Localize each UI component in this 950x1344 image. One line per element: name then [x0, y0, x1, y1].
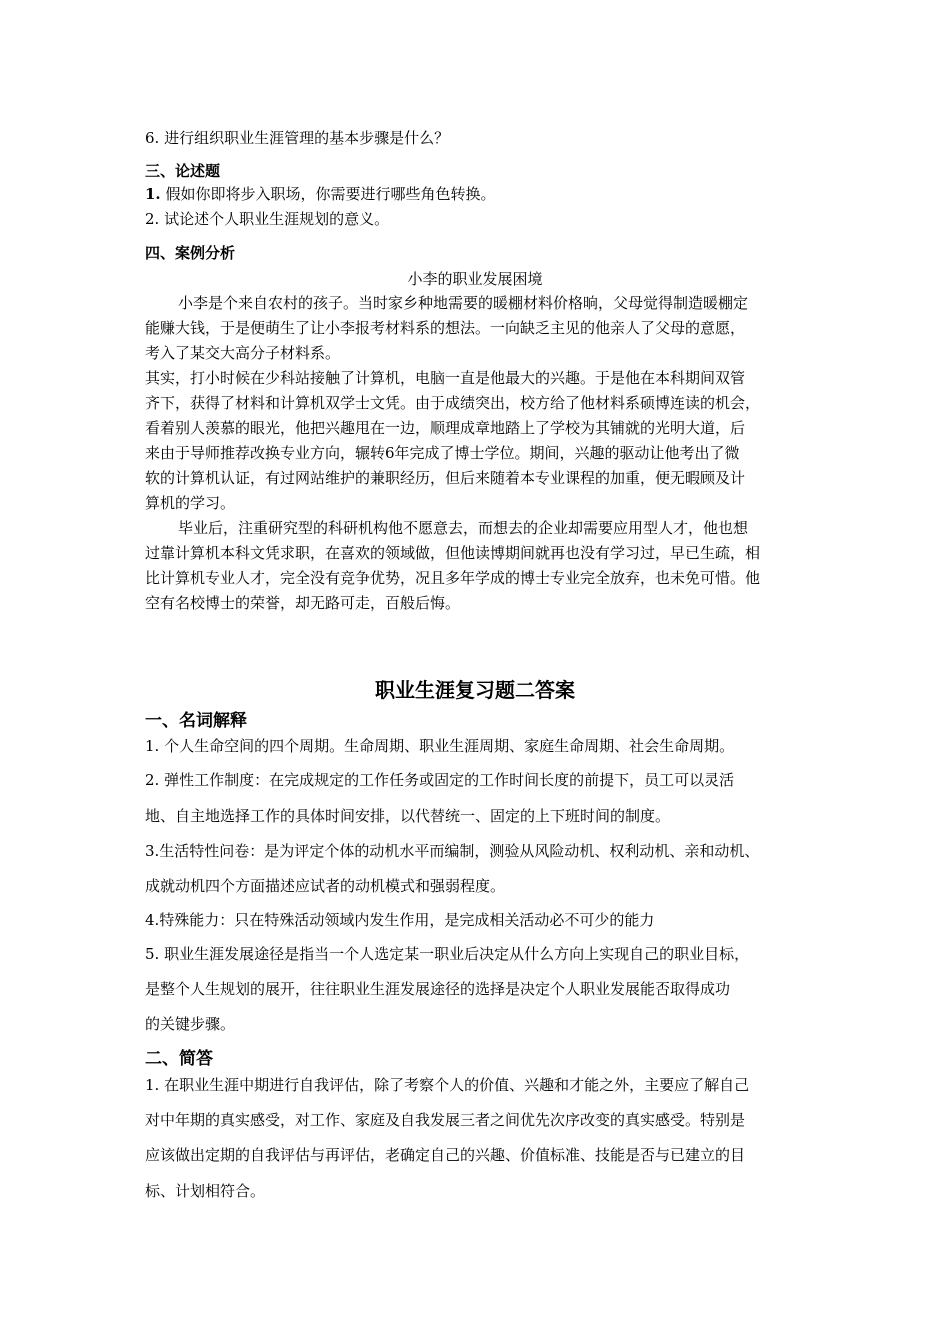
- answer-line: 3.生活特性问卷：是为评定个体的动机水平而编制，测验从风险动机、权利动机、亲和动机、: [145, 842, 760, 860]
- case-paragraph-line: 看着别人羡慕的眼光，他把兴趣甩在一边，顺理成章地踏上了学校为其铺就的光明大道，后: [145, 419, 746, 437]
- answer-line: 对中年期的真实感受，对工作、家庭及自我发展三者之间优先次序改变的真实感受。特别是: [145, 1111, 746, 1129]
- case-paragraph-line: 过靠计算机本科文凭求职，在喜欢的领域做，但他读博期间就再也没有学习过，早已生疏，相: [145, 544, 761, 562]
- answer-line: 是整个人生规划的展开，往往职业生涯发展途径的选择是决定个人职业发展能否取得成功: [145, 980, 731, 998]
- essay-question-1: [145, 184, 495, 204]
- answer-line: 4.特殊能力：只在特殊活动领域内发生作用，是完成相关活动必不可少的能力: [145, 911, 655, 929]
- section-3-heading: 三、论述题: [145, 162, 221, 180]
- section-4-heading: 四、案例分析: [145, 244, 236, 262]
- answer-line: 成就动机四个方面描述应试者的动机模式和强弱程度。: [145, 877, 506, 895]
- case-paragraph-line: 来由于导师推荐改换专业方向，辗转6年完成了博士学位。期间，兴趣的驱动让他考出了微: [145, 444, 740, 462]
- case-paragraph-line: 能赚大钱，于是便萌生了让小李报考材料系的想法。一向缺乏主见的他亲人了父母的意愿，: [145, 319, 746, 337]
- case-title: 小李的职业发展困境: [407, 270, 543, 288]
- case-paragraph-line: 考入了某交大高分子材料系。: [145, 344, 341, 362]
- answer-line: 地、自主地选择工作的具体时间安排，以代替统一、固定的上下班时间的制度。: [145, 807, 671, 825]
- case-paragraph-line: 毕业后，注重研究型的科研机构他不愿意去，而想去的企业却需要应用型人才，他也想: [178, 519, 749, 537]
- answer-line: 1. 个人生命空间的四个周期。生命周期、职业生涯周期、家庭生命周期、社会生命周期。: [145, 737, 735, 755]
- case-paragraph-line: 比计算机专业人才，完全没有竞争优势，况且多年学成的博士专业完全放弃，也未免可惜。他: [145, 569, 761, 587]
- answer-line: 2. 弹性工作制度：在完成规定的工作任务或固定的工作时间长度的前提下，员工可以灵活: [145, 771, 735, 789]
- case-paragraph-line: 软的计算机认证，有过网站维护的兼职经历，但后来随着本专业课程的加重，便无暇顾及计: [145, 469, 746, 487]
- answer-line: 5. 职业生涯发展途径是指当一个人选定某一职业后决定从什么方向上实现自己的职业目标，: [145, 945, 750, 963]
- case-paragraph-line: 算机的学习。: [145, 494, 236, 512]
- answer-line: 的关键步骤。: [145, 1015, 236, 1033]
- essay-1-number: 1.: [145, 185, 161, 203]
- answer-line: 1. 在职业生涯中期进行自我评估，除了考察个人的价值、兴趣和才能之外，主要应了解自己: [145, 1076, 750, 1094]
- answer-section-1-heading: 一、名词解释: [145, 711, 247, 731]
- case-paragraph-line: 其实，打小时候在少科站接触了计算机，电脑一直是他最大的兴趣。于是他在本科期间双管: [145, 369, 746, 387]
- case-paragraph-line: 空有名校博士的荣誉，却无路可走，百般后悔。: [145, 594, 461, 612]
- case-paragraph-line: 小李是个来自农村的孩子。当时家乡种地需要的暖棚材料价格晌，父母觉得制造暖棚定: [178, 294, 749, 312]
- answer-line: 标、计划相符合。: [145, 1182, 266, 1200]
- answer-title: 职业生涯复习题二答案: [375, 678, 575, 702]
- case-paragraph-line: 齐下，获得了材料和计算机双学士文凭。由于成绩突出，校方给了他材料系硕博连读的机会，: [145, 394, 761, 412]
- question-6: 6. 进行组织职业生涯管理的基本步骤是什么？: [145, 129, 450, 147]
- essay-1-text: 假如你即将步入职场，你需要进行哪些角色转换。: [160, 185, 496, 203]
- answer-section-2-heading: 二、简答: [145, 1049, 213, 1069]
- answer-line: 应该做出定期的自我评估与再评估，老确定自己的兴趣、价值标准、技能是否与已建立的目: [145, 1146, 746, 1164]
- essay-question-2: 2. 试论述个人职业生涯规划的意义。: [145, 210, 390, 228]
